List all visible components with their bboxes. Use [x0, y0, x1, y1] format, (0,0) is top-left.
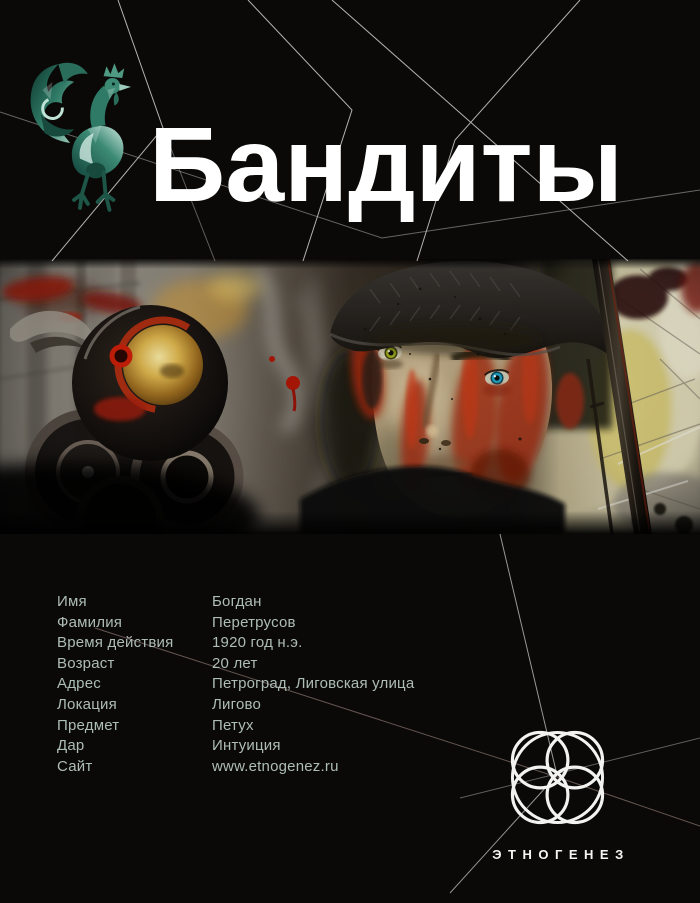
- vignette: [0, 259, 700, 534]
- sheet-value: Петроград, Лиговская улица: [212, 675, 415, 693]
- character-sheet: [57, 592, 414, 777]
- sheet-label: Время действия: [57, 634, 174, 652]
- rooster-tail: [31, 63, 88, 143]
- rooster-icon: [19, 60, 137, 220]
- sheet-label: Локация: [57, 695, 117, 713]
- sheet-value: Интуиция: [212, 737, 281, 755]
- sheet-label: Предмет: [57, 716, 120, 734]
- sheet-label: Дар: [57, 737, 85, 755]
- sheet-value: Лигово: [212, 695, 262, 713]
- sheet-row: [57, 674, 414, 695]
- sheet-label: Адрес: [57, 675, 101, 693]
- sheet-row: [57, 757, 414, 778]
- sheet-value: Богдан: [212, 593, 262, 610]
- crack-line: [460, 738, 700, 798]
- etnogenez-rings-icon: [508, 728, 607, 827]
- sheet-row: [57, 633, 414, 654]
- book-title: Бандиты: [149, 106, 624, 224]
- sheet-row: [57, 736, 414, 757]
- rooster-icon-svg: [19, 60, 137, 220]
- cover-artwork: [0, 259, 700, 534]
- publisher-name: ЭТНОГЕНЕЗ: [492, 847, 630, 862]
- sheet-value: www.etnogenez.ru: [212, 757, 339, 775]
- sheet-label: Возраст: [57, 654, 115, 672]
- sheet-row: [57, 592, 414, 613]
- sheet-value: 20 лет: [212, 654, 258, 672]
- sheet-row: [57, 695, 414, 716]
- sheet-value: Петух: [212, 716, 254, 734]
- sheet-value: 1920 год н.э.: [212, 634, 303, 652]
- sheet-label: Фамилия: [57, 613, 123, 631]
- sheet-row: [57, 654, 414, 675]
- sheet-row: [57, 716, 414, 737]
- cover-artwork-svg: [0, 259, 700, 534]
- sheet-row: [57, 613, 414, 634]
- sheet-label: Сайт: [57, 757, 93, 775]
- sheet-value: Перетрусов: [212, 613, 296, 631]
- crack-line: [450, 534, 557, 893]
- sheet-label: Имя: [57, 593, 87, 610]
